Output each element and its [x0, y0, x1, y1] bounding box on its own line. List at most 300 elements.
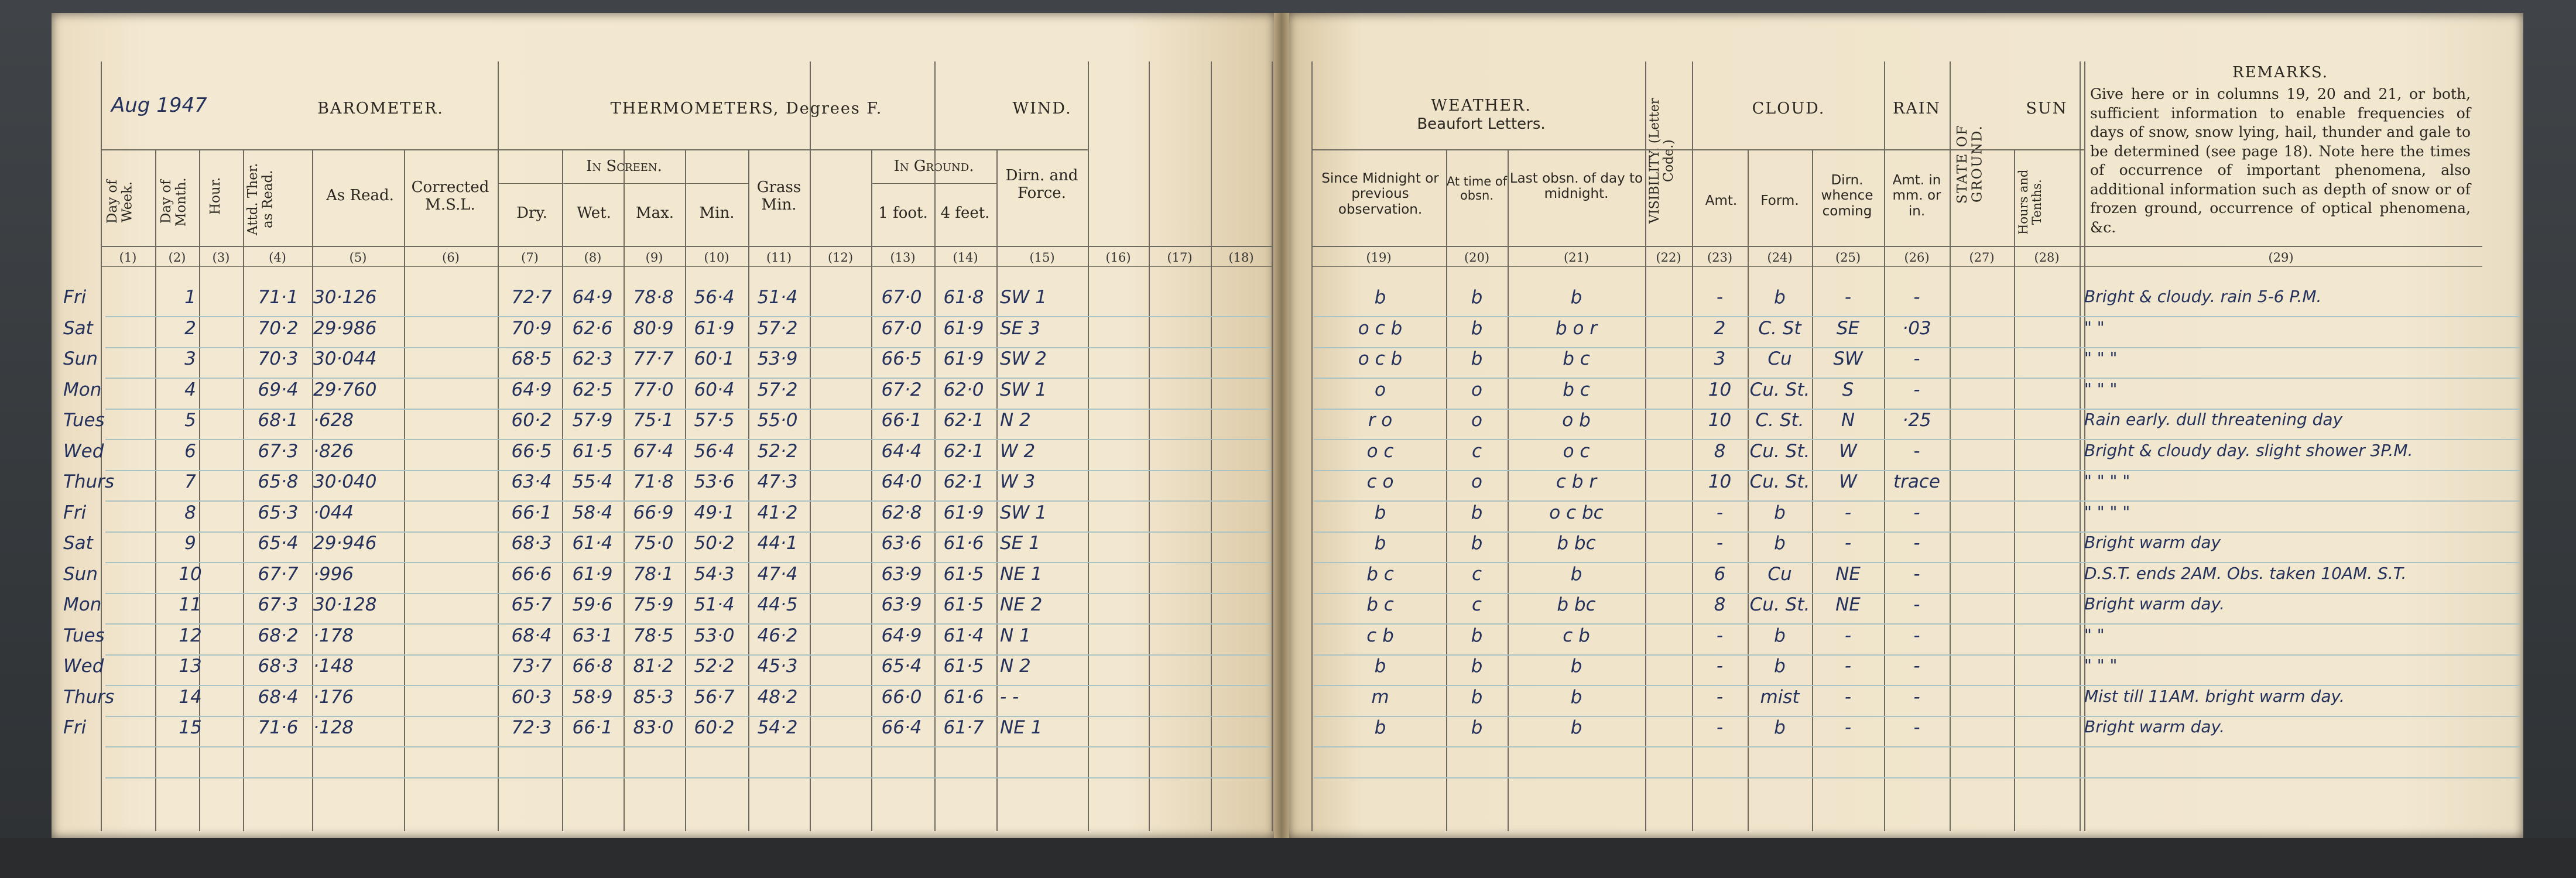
- cell-f4: 61·4: [943, 625, 984, 646]
- cell-f1: 64·9: [881, 625, 922, 646]
- cell-wind: SW 1: [1000, 502, 1047, 523]
- remarks-heading: REMARKS.: [2232, 64, 2329, 81]
- cell-dirn: -: [1844, 717, 1852, 738]
- cell-at: c: [1471, 563, 1482, 585]
- cell-last: b bc: [1557, 594, 1596, 615]
- barometer-heading: BAROMETER.: [317, 100, 444, 118]
- corrected-msl-header: Corrected M.S.L.: [411, 179, 489, 214]
- cell-dry: 68·5: [511, 348, 552, 369]
- cell-grass: 54·2: [757, 717, 798, 738]
- cell-attd: 67·3: [258, 594, 299, 615]
- cell-form: Cu. St.: [1749, 379, 1810, 400]
- cell-read: ·148: [313, 656, 354, 677]
- cell-read: 30·044: [313, 348, 377, 369]
- cell-grass: 46·2: [757, 625, 798, 646]
- cell-max: 77·0: [633, 379, 674, 400]
- cell-dry: 64·9: [511, 379, 552, 400]
- column-number: (26): [1904, 251, 1930, 265]
- cell-wind: W 2: [1000, 440, 1036, 462]
- at-time-header: At time of obsn.: [1446, 174, 1508, 203]
- remarks-instructions: Give here or in columns 19, 20 and 21, or both, sufficient information to enable frequencies of days of snow, snow lying, hail, thunder and gale to be determined (see page 18). Note here the times of occurrence of important phenomena, also additional information such as depth of snow or of frozen ground, occurrence of optical phenomena, &c.: [2090, 85, 2471, 236]
- cell-f1: 67·2: [881, 379, 922, 400]
- cell-min: 49·1: [694, 502, 735, 523]
- cell-dirn: -: [1844, 656, 1852, 677]
- cell-grass: 53·9: [757, 348, 798, 369]
- cell-min: 60·2: [694, 717, 735, 738]
- cell-f4: 61·9: [943, 502, 984, 523]
- cell-read: ·178: [313, 625, 354, 646]
- cell-rain: -: [1913, 686, 1920, 708]
- column-number: (10): [704, 251, 729, 265]
- cell-read: ·128: [313, 717, 354, 738]
- header-rule: [1311, 149, 2084, 150]
- cell-f4: 61·8: [943, 287, 984, 308]
- cell-min: 53·0: [694, 625, 735, 646]
- column-number: (25): [1835, 251, 1861, 265]
- cell-wet: 61·5: [572, 440, 613, 462]
- cell-read: 30·040: [313, 471, 377, 492]
- cell-dirn: NE: [1835, 594, 1861, 615]
- cell-remark: Mist till 11AM. bright warm day.: [2084, 686, 2345, 706]
- book-cover-edge: [0, 838, 2576, 878]
- cell-rain: -: [1913, 625, 1920, 646]
- cell-last: b c: [1563, 379, 1590, 400]
- dry-header: Dry.: [516, 204, 547, 222]
- cell-day: 12: [179, 625, 202, 646]
- cell-wet: 55·4: [572, 471, 613, 492]
- header-rule: [101, 266, 1272, 267]
- cell-dry: 66·6: [511, 563, 552, 585]
- ruled-line: [105, 777, 1270, 778]
- column-number: (18): [1228, 251, 1254, 265]
- cell-f1: 64·0: [881, 471, 922, 492]
- cell-f1: 64·4: [881, 440, 922, 462]
- cloud-amt-header: Amt.: [1705, 193, 1738, 208]
- cell-dirn: -: [1844, 686, 1852, 708]
- sun-heading: SUN: [2026, 100, 2068, 118]
- cell-min: 57·5: [694, 410, 735, 431]
- cell-attd: 71·6: [258, 717, 299, 738]
- one-foot-header: 1 foot.: [878, 204, 928, 222]
- weather-heading: WEATHER.: [1431, 97, 1532, 115]
- cell-dry: 66·1: [511, 502, 552, 523]
- column-number: (8): [584, 251, 602, 265]
- cell-remark: Bright & cloudy day. slight shower 3P.M.: [2084, 440, 2413, 460]
- cell-grass: 44·1: [757, 533, 798, 554]
- column-number: (24): [1767, 251, 1793, 265]
- column-number: (13): [890, 251, 916, 265]
- cell-wind: NE 1: [1000, 717, 1043, 738]
- cell-wind: SW 2: [1000, 348, 1047, 369]
- column-number: (21): [1563, 251, 1590, 265]
- cell-f1: 63·9: [881, 563, 922, 585]
- cell-day: 14: [179, 686, 202, 708]
- cell-dirn: N: [1841, 410, 1855, 431]
- header-rule: [101, 149, 1088, 150]
- cloud-form-header: Form.: [1760, 193, 1799, 208]
- cell-rain: -: [1913, 594, 1920, 615]
- cell-wet: 66·1: [572, 717, 613, 738]
- cell-remark: " ": [2084, 317, 2105, 337]
- cell-max: 66·9: [633, 502, 674, 523]
- cell-form: b: [1774, 287, 1786, 308]
- header-rule: [101, 246, 1272, 247]
- cell-remark: " " " ": [2084, 502, 2130, 522]
- cell-rain: -: [1913, 563, 1920, 585]
- wind-dirn-force-header: Dirn. and Force.: [1005, 167, 1078, 202]
- weather-subheading: Beaufort Letters.: [1417, 115, 1546, 133]
- column-number: (11): [766, 251, 792, 265]
- cell-f1: 63·6: [881, 533, 922, 554]
- cell-dirn: SE: [1836, 317, 1860, 339]
- cell-attd: 71·1: [258, 287, 299, 308]
- column-number: (27): [1969, 251, 1995, 265]
- cell-f4: 61·5: [943, 594, 984, 615]
- cell-day: 6: [184, 440, 196, 462]
- cell-wet: 62·3: [572, 348, 613, 369]
- day-of-month-header: Day of Month.: [159, 177, 189, 227]
- cell-dirn: -: [1844, 625, 1852, 646]
- cell-remark: " " ": [2084, 656, 2118, 675]
- cell-read: 30·126: [313, 287, 377, 308]
- cell-remark: Bright warm day.: [2084, 594, 2225, 613]
- column-number: (9): [645, 251, 663, 265]
- cell-last: o b: [1562, 410, 1591, 431]
- cell-dow: Tues: [63, 410, 105, 431]
- cell-wet: 58·4: [572, 502, 613, 523]
- cell-dow: Tues: [63, 625, 105, 646]
- cell-max: 75·0: [633, 533, 674, 554]
- cell-remark: D.S.T. ends 2AM. Obs. taken 10AM. S.T.: [2084, 563, 2407, 583]
- cell-attd: 67·7: [258, 563, 299, 585]
- as-read-header: As Read.: [326, 187, 394, 204]
- cell-at: b: [1471, 717, 1483, 738]
- cell-since: b: [1374, 717, 1386, 738]
- cell-amt: -: [1716, 502, 1724, 523]
- rain-amt-header: Amt. in mm. or in.: [1892, 173, 1941, 219]
- cell-dirn: -: [1844, 287, 1852, 308]
- cell-day: 8: [184, 502, 196, 523]
- cell-f4: 62·1: [943, 440, 984, 462]
- cell-day: 1: [184, 287, 196, 308]
- cell-max: 78·1: [633, 563, 674, 585]
- header-rule: [498, 183, 748, 184]
- cell-dry: 68·3: [511, 533, 552, 554]
- cell-dirn: NE: [1835, 563, 1861, 585]
- cell-dirn: S: [1842, 379, 1854, 400]
- cell-rain: -: [1913, 533, 1920, 554]
- in-screen-heading: In Screen.: [586, 157, 662, 175]
- cell-rain: -: [1913, 440, 1920, 462]
- cell-rain: -: [1913, 379, 1920, 400]
- cell-last: o c: [1563, 440, 1590, 462]
- cell-min: 51·4: [694, 594, 735, 615]
- header-rule: [1311, 266, 2482, 267]
- cell-last: b c: [1563, 348, 1590, 369]
- cell-read: ·628: [313, 410, 354, 431]
- cell-remark: Rain early. dull threatening day: [2084, 410, 2343, 429]
- cell-attd: 69·4: [258, 379, 299, 400]
- column-number: (20): [1464, 251, 1490, 265]
- cell-min: 60·4: [694, 379, 735, 400]
- cell-day: 11: [179, 594, 202, 615]
- cell-amt: -: [1716, 287, 1724, 308]
- cell-remark: " " ": [2084, 348, 2118, 368]
- cell-dow: Fri: [63, 717, 87, 738]
- cell-wind: N 2: [1000, 410, 1031, 431]
- cell-at: b: [1471, 317, 1483, 339]
- cell-dry: 73·7: [511, 656, 552, 677]
- cell-form: b: [1774, 717, 1786, 738]
- cell-day: 10: [179, 563, 202, 585]
- column-number: (15): [1029, 251, 1055, 265]
- cell-form: b: [1774, 502, 1786, 523]
- cell-at: b: [1471, 656, 1483, 677]
- cell-form: Cu. St.: [1749, 594, 1810, 615]
- cell-min: 56·7: [694, 686, 735, 708]
- cell-amt: 3: [1714, 348, 1726, 369]
- cell-max: 67·4: [633, 440, 674, 462]
- cell-max: 77·7: [633, 348, 674, 369]
- cell-max: 83·0: [633, 717, 674, 738]
- cell-amt: -: [1716, 656, 1724, 677]
- cell-at: b: [1471, 502, 1483, 523]
- min-header: Min.: [699, 204, 735, 222]
- cell-day: 13: [179, 656, 202, 677]
- cell-since: c b: [1366, 625, 1394, 646]
- column-number: (17): [1167, 251, 1193, 265]
- cell-at: b: [1471, 686, 1483, 708]
- column-rule: [1311, 61, 1313, 831]
- cell-attd: 65·3: [258, 502, 299, 523]
- cell-max: 85·3: [633, 686, 674, 708]
- cell-dow: Fri: [63, 502, 87, 523]
- cell-f4: 61·9: [943, 317, 984, 339]
- cell-remark: Bright warm day.: [2084, 717, 2225, 736]
- column-number: (14): [953, 251, 978, 265]
- cell-form: b: [1774, 533, 1786, 554]
- cell-remark: Bright warm day: [2084, 533, 2221, 552]
- column-number: (22): [1656, 251, 1681, 265]
- max-header: Max.: [635, 204, 674, 222]
- cell-form: C. St: [1758, 317, 1801, 339]
- rain-heading: RAIN: [1892, 100, 1941, 118]
- cell-read: ·176: [313, 686, 354, 708]
- cell-rain: ·25: [1902, 410, 1931, 431]
- cell-grass: 55·0: [757, 410, 798, 431]
- in-ground-heading: In Ground.: [893, 157, 974, 175]
- cell-form: Cu: [1767, 563, 1792, 585]
- cell-f4: 61·5: [943, 656, 984, 677]
- cell-dow: Sat: [63, 533, 93, 554]
- cell-attd: 67·3: [258, 440, 299, 462]
- cell-last: b: [1570, 287, 1582, 308]
- ruled-line: [1314, 746, 2520, 747]
- cell-since: m: [1371, 686, 1389, 708]
- last-obsn-header: Last obsn. of day to midnight.: [1509, 171, 1643, 202]
- cell-min: 53·6: [694, 471, 735, 492]
- column-number: (7): [521, 251, 539, 265]
- cell-dry: 60·3: [511, 686, 552, 708]
- cell-last: b: [1570, 563, 1582, 585]
- cell-min: 54·3: [694, 563, 735, 585]
- cell-form: b: [1774, 625, 1786, 646]
- cell-wet: 57·9: [572, 410, 613, 431]
- cell-read: 30·128: [313, 594, 377, 615]
- cell-since: o: [1375, 379, 1386, 400]
- cell-attd: 65·4: [258, 533, 299, 554]
- cell-day: 4: [184, 379, 196, 400]
- cell-wind: N 2: [1000, 656, 1031, 677]
- header-rule: [871, 183, 996, 184]
- cell-dry: 63·4: [511, 471, 552, 492]
- cell-since: o c b: [1358, 317, 1403, 339]
- column-number: (1): [119, 251, 137, 265]
- cell-day: 15: [179, 717, 202, 738]
- cell-since: b: [1374, 502, 1386, 523]
- cell-amt: 10: [1708, 410, 1732, 431]
- cell-rain: -: [1913, 656, 1920, 677]
- column-number: (28): [2034, 251, 2060, 265]
- cell-f4: 61·6: [943, 533, 984, 554]
- cell-dow: Mon: [63, 379, 102, 400]
- cell-amt: 10: [1708, 379, 1732, 400]
- cell-since: o c: [1366, 440, 1394, 462]
- cell-remark: " ": [2084, 625, 2105, 644]
- cell-f4: 61·7: [943, 717, 984, 738]
- cell-amt: -: [1716, 533, 1724, 554]
- cell-min: 52·2: [694, 656, 735, 677]
- four-feet-header: 4 feet.: [940, 204, 990, 222]
- cell-dry: 72·7: [511, 287, 552, 308]
- cell-read: 29·986: [313, 317, 377, 339]
- cell-wind: - -: [1000, 686, 1019, 708]
- cell-rain: trace: [1893, 471, 1940, 492]
- column-number: (12): [827, 251, 854, 265]
- cell-amt: 8: [1714, 440, 1726, 462]
- grass-min-header: Grass Min.: [756, 179, 801, 214]
- cell-wind: W 3: [1000, 471, 1036, 492]
- column-number: (29): [2268, 251, 2294, 265]
- cell-day: 5: [184, 410, 196, 431]
- column-number: (4): [269, 251, 286, 265]
- cell-max: 71·8: [633, 471, 674, 492]
- cell-rain: ·03: [1902, 317, 1931, 339]
- visibility-header: VISIBILITY. (Letter Code.): [1647, 98, 1677, 224]
- cell-since: b c: [1366, 594, 1394, 615]
- wet-header: Wet.: [577, 204, 611, 222]
- cell-wet: 62·6: [572, 317, 613, 339]
- cell-dow: Sat: [63, 317, 93, 339]
- sun-hours-header: Hours and Tenths.: [2016, 169, 2044, 235]
- cell-grass: 57·2: [757, 379, 798, 400]
- cell-since: r o: [1368, 410, 1393, 431]
- cell-form: C. St.: [1755, 410, 1804, 431]
- cell-min: 56·4: [694, 440, 735, 462]
- cell-at: o: [1471, 471, 1482, 492]
- cell-f1: 66·1: [881, 410, 922, 431]
- cell-grass: 41·2: [757, 502, 798, 523]
- hour-header: Hour.: [208, 177, 223, 215]
- cell-wind: SE 1: [1000, 533, 1040, 554]
- cell-wet: 62·5: [572, 379, 613, 400]
- cell-dirn: W: [1839, 471, 1857, 492]
- cell-amt: 10: [1708, 471, 1732, 492]
- cell-wind: SW 1: [1000, 379, 1047, 400]
- attd-ther-header: Attd. Ther. as Read.: [245, 163, 276, 235]
- column-number: (2): [168, 251, 186, 265]
- column-number: (5): [349, 251, 367, 265]
- ruled-line: [105, 746, 1270, 747]
- cell-amt: 2: [1714, 317, 1726, 339]
- cell-grass: 47·3: [757, 471, 798, 492]
- column-rule: [1272, 61, 1273, 831]
- cell-f1: 66·4: [881, 717, 922, 738]
- cell-last: c b r: [1556, 471, 1597, 492]
- cell-grass: 51·4: [757, 287, 798, 308]
- cell-grass: 48·2: [757, 686, 798, 708]
- cell-form: Cu. St.: [1749, 471, 1810, 492]
- cell-day: 3: [184, 348, 196, 369]
- cell-form: Cu: [1767, 348, 1792, 369]
- cell-attd: 70·2: [258, 317, 299, 339]
- cell-wind: SW 1: [1000, 287, 1047, 308]
- cell-day: 7: [184, 471, 196, 492]
- cloud-dirn-header: Dirn. whence coming: [1821, 173, 1873, 219]
- cell-wet: 64·9: [572, 287, 613, 308]
- date-label: Aug 1947: [111, 94, 207, 117]
- cell-grass: 45·3: [757, 656, 798, 677]
- cell-read: 29·946: [313, 533, 377, 554]
- cell-day: 2: [184, 317, 196, 339]
- cell-wind: NE 2: [1000, 594, 1043, 615]
- cell-max: 75·1: [633, 410, 674, 431]
- cell-f4: 61·6: [943, 686, 984, 708]
- cell-dow: Sun: [63, 348, 98, 369]
- cell-f1: 63·9: [881, 594, 922, 615]
- cell-attd: 68·3: [258, 656, 299, 677]
- cell-rain: -: [1913, 502, 1920, 523]
- cell-min: 60·1: [694, 348, 735, 369]
- cell-f1: 66·5: [881, 348, 922, 369]
- cell-dirn: -: [1844, 533, 1852, 554]
- cell-f4: 62·1: [943, 471, 984, 492]
- cell-dry: 65·7: [511, 594, 552, 615]
- cell-max: 75·9: [633, 594, 674, 615]
- cell-since: b: [1374, 533, 1386, 554]
- cell-dirn: W: [1839, 440, 1857, 462]
- cell-max: 78·5: [633, 625, 674, 646]
- cell-f1: 66·0: [881, 686, 922, 708]
- cell-read: ·996: [313, 563, 354, 585]
- cell-amt: 8: [1714, 594, 1726, 615]
- cell-wind: N 1: [1000, 625, 1031, 646]
- cell-attd: 68·4: [258, 686, 299, 708]
- cloud-heading: CLOUD.: [1752, 100, 1825, 118]
- cell-since: b: [1374, 287, 1386, 308]
- cell-attd: 70·3: [258, 348, 299, 369]
- cell-wind: SE 3: [1000, 317, 1040, 339]
- cell-wet: 61·4: [572, 533, 613, 554]
- cell-last: b bc: [1557, 533, 1596, 554]
- cell-f1: 65·4: [881, 656, 922, 677]
- cell-last: b: [1570, 686, 1582, 708]
- header-rule: [1311, 246, 2482, 247]
- cell-wind: NE 1: [1000, 563, 1043, 585]
- cell-min: 50·2: [694, 533, 735, 554]
- cell-f4: 61·5: [943, 563, 984, 585]
- cell-dry: 72·3: [511, 717, 552, 738]
